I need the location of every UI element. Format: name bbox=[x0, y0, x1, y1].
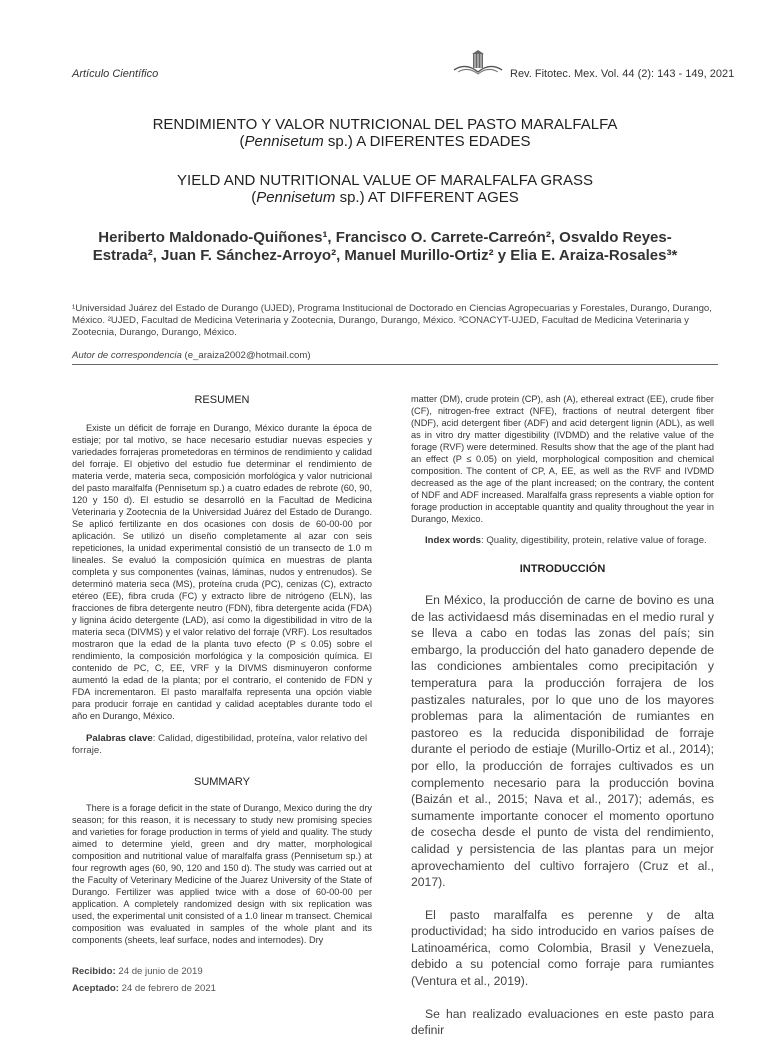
journal-logo-icon bbox=[452, 50, 504, 80]
introduccion-body bbox=[411, 592, 714, 1039]
introduccion-paragraph-3: Se han realizado evaluaciones en este pasto para definir bbox=[411, 1006, 714, 1038]
index-words-text: : Quality, digestibility, protein, relative value of forage. bbox=[480, 535, 707, 546]
index-words-label: Index words bbox=[425, 535, 481, 546]
affiliations: ¹Universidad Juárez del Estado de Durango (UJED), Programa Institucional de Doctorado en Ciencias Agropecuarias y Forestales, Durango, Durango, México. ²UJED, Facultad de Medicina Veterinaria y Zootecnia, Durango, Durango, México. ³CONACYT-UJED, Facultad de Medicina Veterinaria y Zootecnia, Durango, Durango, México. bbox=[72, 303, 712, 338]
resumen-heading: RESUMEN bbox=[194, 394, 250, 406]
correspondence-label: Autor de correspondencia bbox=[72, 350, 182, 361]
summary-paragraph-right: matter (DM), crude protein (CP), ash (A), ethereal extract (EE), crude fiber (CF), nitrogen-free extract (NFE), fractions of neutral detergent fiber (NDF), acid detergent fiber (ADF) and acid detergent lignin (ADL), as well as in vitro dry matter digestibility (IVDMD) and the relative value of the forage (RVF) were determined. Results show that the age of the plant had an effect (P ≤ 0.05) on yield, morphological composition and chemical composition. The content of CP, A, EE, as well as the RVF and IVDMD decreased as the age of the plant increased; on the contrary, the content of NDF and ADF increased. Maralfalfa grass represents a viable option for forage production in acceptable quantity and quality throughout the year in Durango, Mexico. bbox=[411, 394, 714, 524]
title-english-line2: (Pennisetum sp.) AT DIFFERENT AGES bbox=[251, 189, 519, 206]
resumen-keywords bbox=[72, 733, 372, 757]
article-type: Artículo Científico bbox=[72, 68, 159, 80]
keywords-text: : Calidad, digestibilidad, proteína, valor relativo del forraje. bbox=[72, 733, 368, 756]
journal-reference: Rev. Fitotec. Mex. Vol. 44 (2): 143 - 149, 2021 bbox=[510, 68, 735, 80]
keywords-label: Palabras clave bbox=[86, 733, 153, 744]
summary-paragraph-left: There is a forage deficit in the state of Durango, Mexico during the dry season; for this reason, it is necessary to study new promising species and varieties for forage production in terms of yield and quality. The study aimed to determine yield, green and dry matter, morphological composition and nutritional value of maralfalfa grass (Pennisetum sp.) at four regrowth ages (60, 90, 120 and 150 d). The study was carried out at the Faculty of Veterinary Medicine of the Juarez University of the State of Durango. Fertilizer was applied twice with a dose of 60-00-00 per application. A completely randomized design with six replication was used, the experimental unit consisted of a 1.0 linear m transect. Chemical composition was evaluated in samples of the whole plant and its components (sheets, leaf surface, nodes and internodes). Dry bbox=[72, 803, 372, 945]
introduccion-paragraph-2: El pasto maralfalfa es perenne y de alta productividad; ha sido introducido en varios países de Latinoamérica, como Colombia, Brasil y Venezuela, debido a su potencial como forraje para rumiantes (Ventura et al., 2019). bbox=[411, 907, 714, 989]
resumen-body bbox=[72, 422, 372, 722]
author-line1: Heriberto Maldonado-Quiñones¹, Francisco O. Carrete-Carreón², Osvaldo Reyes- bbox=[98, 229, 672, 246]
title-spanish bbox=[90, 116, 680, 150]
received-label: Recibido: bbox=[72, 966, 116, 977]
author-list bbox=[90, 229, 680, 265]
received-date: Recibido: 24 de junio de 2019 bbox=[72, 966, 203, 977]
resumen-paragraph: Existe un déficit de forraje en Durango, México durante la época de estiaje; por tal motivo, se hace necesario estudiar nuevas especies y variedades forrajeras prometedoras en términos de rendimiento y calidad del forraje. El objetivo del estudio fue determinar el rendimiento de materia verde, materia seca, composición morfológica y valor nutricional del pasto maralfalfa (Pennisetum sp.) a cuatro edades de rebrote (60, 90, 120 y 150 d). El estudio se desarrolló en la Facultad de Medicina Veterinaria y Zootecnia de la Universidad Juárez del Estado de Durango. Se aplicó fertilizante en dos ocasiones con dosis de 60-00-00 por aplicación. Se utilizó un diseño completamente al azar con seis repeticiones, la unidad experimental consistió de un transecto de 1.0 m lineales. Se evaluó la composición química en muestras de planta completa y sus componentes (vainas, láminas, nudos y entrenudos). Se determinó materia seca (MS), proteína cruda (PC), cenizas (C), extracto etéreo (EE), fibra cruda (FC) y extracto libre de nitrógeno (ELN), las fracciones de fibra detergente neutro (FDN), fibra detergente acida (FDA) y lignina ácido detergente (LAD), así como la digestibilidad in vitro de la materia seca (DIVMS) y el valor relativo del forraje (VRF). Los resultados mostraron que la edad de la planta tuvo efecto (P ≤ 0.05) sobre el rendimiento, la composición morfológica y la composición química. El contenido de PC, C, EE, VRF y la DIVMS disminuyeron conforme aumentó la edad de la planta; por el contrario, el contenido de FDN y FDA incrementaron. El pasto maralfalfa representa una opción viable para producir forraje en cantidad y calidad aceptables durante todo el año en Durango, México. bbox=[72, 423, 372, 721]
accepted-label: Aceptado: bbox=[72, 983, 119, 994]
title-english-line1: YIELD AND NUTRITIONAL VALUE OF MARALFALFA GRASS bbox=[177, 172, 593, 189]
correspondence-email[interactable]: (e_araiza2002@hotmail.com) bbox=[181, 350, 311, 361]
correspondence bbox=[72, 350, 311, 361]
title-spanish-line2: (Pennisetum sp.) A DIFERENTES EDADES bbox=[239, 133, 531, 150]
title-spanish-line1: RENDIMIENTO Y VALOR NUTRICIONAL DEL PASTO MARALFALFA bbox=[152, 116, 618, 133]
introduccion-paragraph-1: En México, la producción de carne de bovino es una de las actividaesd más diseminadas en el medio rural y se lleva a cabo en todas las zonas del país; sin embargo, la producción del hato ganadero depende de las condiciones ambientales como precipitación y temperatura para la producción forrajera de los pastizales naturales, por lo que uno de los mayores problemas para la alimentación de rumiantes en pastoreo es la reducida disponibilidad de forraje durante el periodo de estiaje (Murillo-Ortiz et al., 2014); por ello, la producción de forrajes cultivados es un complemento necesario para la producción bovina (Baizán et al., 2015; Nava et al., 2017); además, es sumamente importante conocer el momento oportuno de cosecha desde el punto de vista del rendimiento, calidad y persistencia de las plantas para un mejor aprovechamiento del cultivo forrajero (Cruz et al., 2017). bbox=[411, 593, 714, 890]
accepted-date: Aceptado: 24 de febrero de 2021 bbox=[72, 983, 216, 994]
summary-keywords bbox=[411, 535, 714, 547]
introduccion-heading: INTRODUCCIÓN bbox=[519, 563, 606, 575]
author-line2: Estrada², Juan F. Sánchez-Arroyo², Manuel Murillo-Ortiz² y Elia E. Araiza-Rosales³* bbox=[92, 247, 678, 264]
divider bbox=[72, 364, 718, 365]
summary-body-right bbox=[411, 393, 714, 525]
summary-heading: SUMMARY bbox=[193, 776, 251, 788]
title-english bbox=[90, 172, 680, 206]
summary-body-left bbox=[72, 802, 372, 946]
